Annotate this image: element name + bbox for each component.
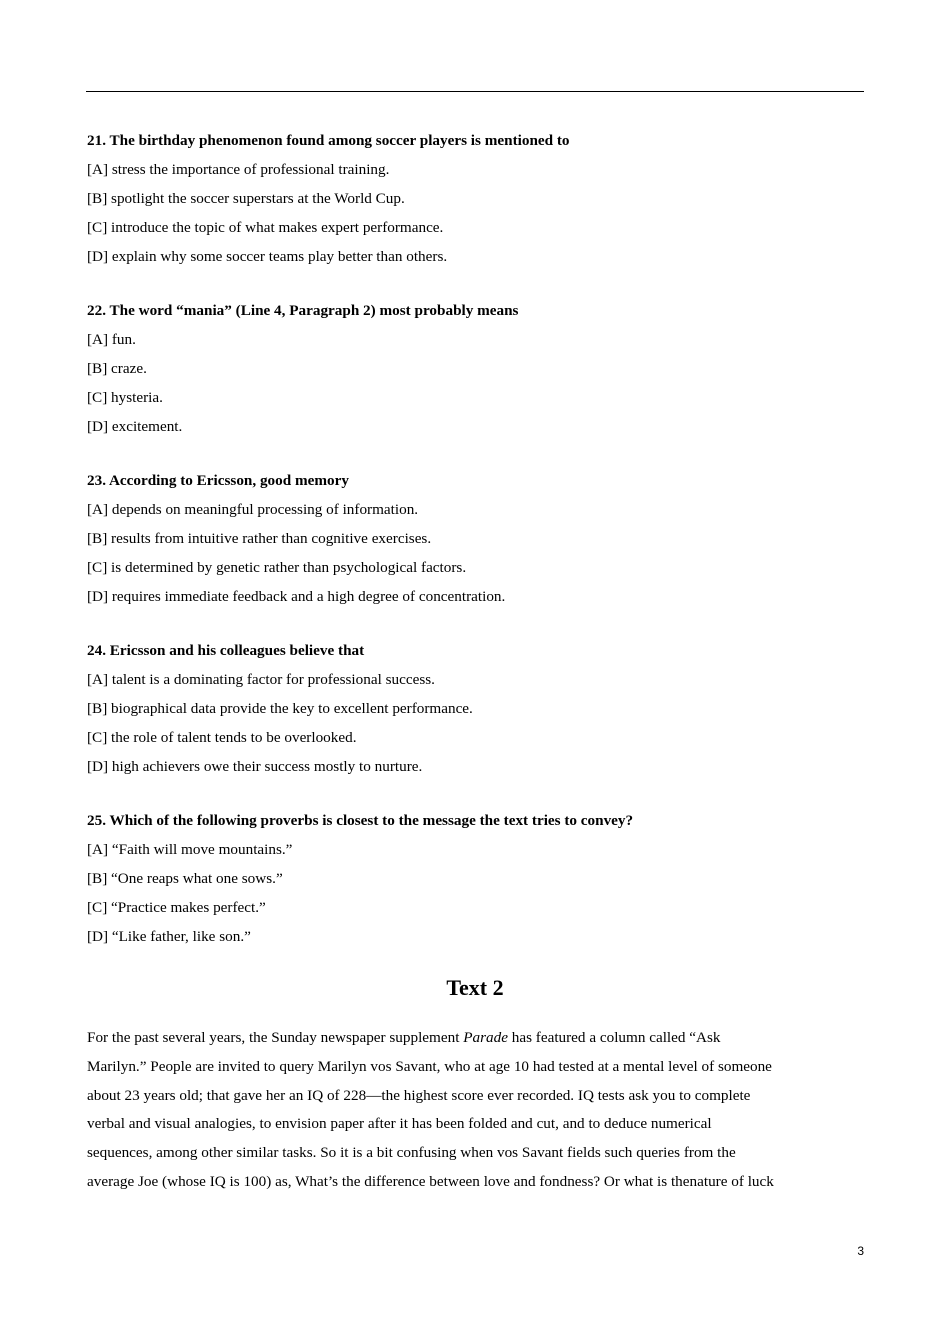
option-b: [B] results from intuitive rather than cognitive exercises. bbox=[87, 530, 432, 547]
option-b: [B] spotlight the soccer superstars at the World Cup. bbox=[87, 190, 405, 207]
option-a: [A] “Faith will move mountains.” bbox=[87, 841, 293, 858]
option-c: [C] “Practice makes perfect.” bbox=[87, 899, 266, 916]
paragraph-text: For the past several years, the Sunday newspaper supplement bbox=[87, 1029, 464, 1046]
option-c: [C] is determined by genetic rather than psychological factors. bbox=[87, 559, 467, 576]
publication-title: Parade bbox=[463, 1029, 508, 1046]
option-b: [B] biographical data provide the key to excellent performance. bbox=[87, 700, 473, 717]
paragraph-line bbox=[87, 1024, 865, 1053]
question-stem: 23. According to Ericsson, good memory bbox=[87, 472, 349, 489]
paragraph-line: Marilyn.” People are invited to query Marilyn vos Savant, who at age 10 had tested at a mental level of someone bbox=[87, 1057, 772, 1075]
question-21 bbox=[87, 126, 865, 271]
question-stem: 24. Ericsson and his colleagues believe that bbox=[87, 642, 365, 659]
option-a: [A] depends on meaningful processing of information. bbox=[87, 501, 419, 518]
paragraph-line: about 23 years old; that gave her an IQ of 228—the highest score ever recorded. IQ tests ask you to complete bbox=[87, 1086, 751, 1104]
option-c: [C] the role of talent tends to be overlooked. bbox=[87, 729, 357, 746]
option-d: [D] explain why some soccer teams play better than others. bbox=[87, 248, 448, 265]
paragraph-line: average Joe (whose IQ is 100) as, What’s the difference between love and fondness? Or what is thenature of luck bbox=[87, 1172, 774, 1190]
option-d: [D] “Like father, like son.” bbox=[87, 928, 251, 945]
question-stem: 22. The word “mania” (Line 4, Paragraph 2) most probably means bbox=[87, 302, 519, 319]
question-22 bbox=[87, 296, 865, 441]
option-d: [D] excitement. bbox=[87, 418, 183, 435]
question-stem: 25. Which of the following proverbs is closest to the message the text tries to convey? bbox=[87, 812, 634, 829]
paragraph-line: sequences, among other similar tasks. So it is a bit confusing when vos Savant fields such queries from the bbox=[87, 1144, 736, 1162]
option-a: [A] stress the importance of professional training. bbox=[87, 161, 390, 178]
option-d: [D] high achievers owe their success mostly to nurture. bbox=[87, 758, 423, 775]
paragraph-line: verbal and visual analogies, to envision paper after it has been folded and cut, and to deduce numerical bbox=[87, 1115, 712, 1133]
option-a: [A] fun. bbox=[87, 331, 136, 348]
page-number: 3 bbox=[857, 1244, 864, 1258]
option-b: [B] craze. bbox=[87, 360, 147, 377]
question-24 bbox=[87, 636, 865, 781]
question-25 bbox=[87, 806, 865, 951]
paragraph-text: has featured a column called “Ask bbox=[507, 1029, 721, 1046]
text-2-paragraph bbox=[87, 1024, 865, 1197]
option-a: [A] talent is a dominating factor for professional success. bbox=[87, 671, 435, 688]
option-d: [D] requires immediate feedback and a high degree of concentration. bbox=[87, 588, 506, 605]
question-23 bbox=[87, 466, 865, 611]
questions-section bbox=[87, 126, 865, 976]
header-rule bbox=[86, 91, 864, 92]
section-title: Text 2 bbox=[446, 975, 504, 1000]
option-c: [C] introduce the topic of what makes expert performance. bbox=[87, 219, 444, 236]
question-stem: 21. The birthday phenomenon found among soccer players is mentioned to bbox=[87, 132, 570, 149]
option-b: [B] “One reaps what one sows.” bbox=[87, 870, 283, 887]
option-c: [C] hysteria. bbox=[87, 389, 163, 406]
